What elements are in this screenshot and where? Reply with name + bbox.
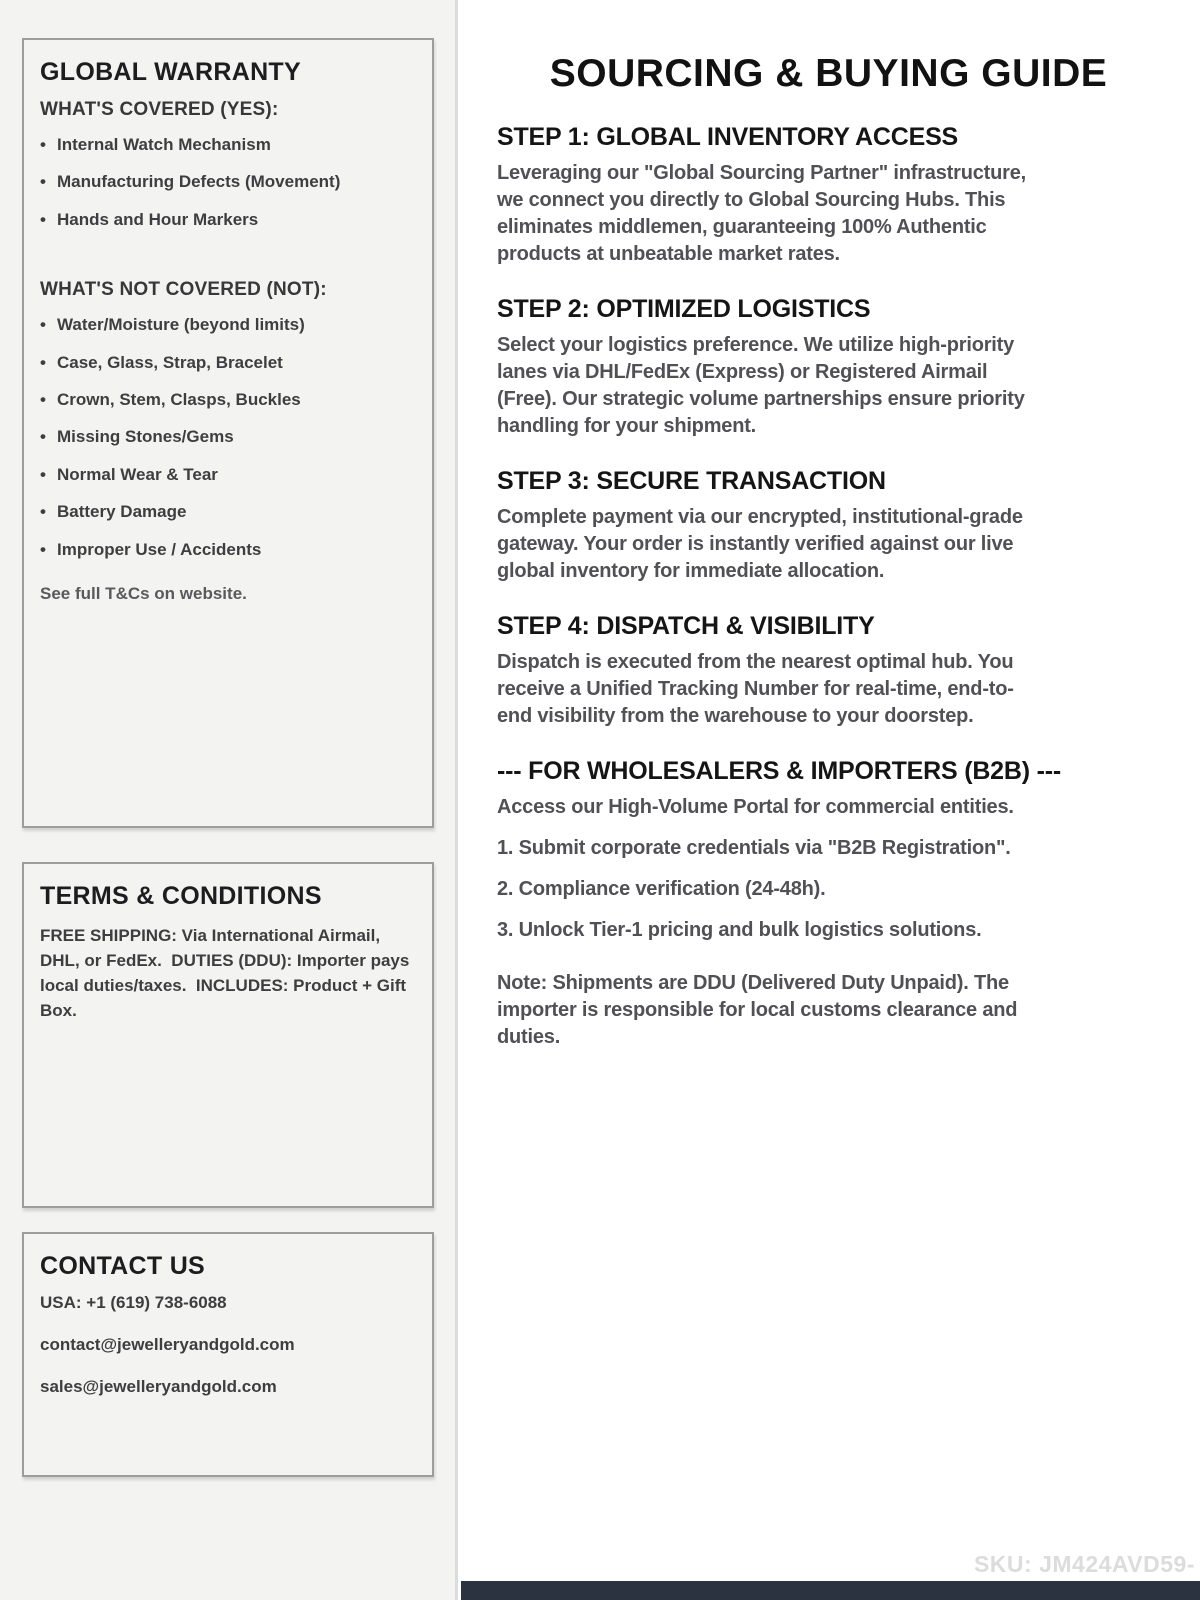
page-title: SOURCING & BUYING GUIDE xyxy=(549,52,1108,95)
contact-us-panel xyxy=(22,1232,434,1477)
sales-email: sales@jewelleryandgold.com xyxy=(40,1377,277,1396)
b2b-item-3: 3. Unlock Tier-1 pricing and bulk logistics solutions. xyxy=(497,919,982,941)
info-sidebar xyxy=(0,0,458,1600)
main-content xyxy=(461,0,1200,1051)
sourcing-guide-main xyxy=(461,0,1200,1600)
list-item: • Manufacturing Defects (Movement) xyxy=(40,172,416,192)
step-4-heading: STEP 4: DISPATCH & VISIBILITY xyxy=(497,612,875,640)
list-item: • Hands and Hour Markers xyxy=(40,210,416,230)
b2b-item-1: 1. Submit corporate credentials via "B2B Registration". xyxy=(497,837,1011,859)
step-2-heading: STEP 2: OPTIMIZED LOGISTICS xyxy=(497,295,871,323)
not-covered-list xyxy=(40,315,416,560)
list-item: • Normal Wear & Tear xyxy=(40,465,416,485)
list-item: • Water/Moisture (beyond limits) xyxy=(40,315,416,335)
covered-subtitle: WHAT'S COVERED (YES): xyxy=(40,99,279,120)
covered-list xyxy=(40,135,416,230)
step-3-heading: STEP 3: SECURE TRANSACTION xyxy=(497,467,886,495)
footer-bar xyxy=(461,1581,1200,1600)
step-1-section xyxy=(497,123,1160,268)
step-3-section xyxy=(497,467,1160,585)
step-1-heading: STEP 1: GLOBAL INVENTORY ACCESS xyxy=(497,123,959,151)
contact-title: CONTACT US xyxy=(40,1252,206,1280)
step-2-body: Select your logistics preference. We utilize high-priority lanes via DHL/FedEx (Express) or Registered Airmail (Free). Our strategic volume partnerships ensure priority handling for your shipment. xyxy=(497,334,1025,437)
step-2-section xyxy=(497,295,1160,440)
b2b-heading: --- FOR WHOLESALERS & IMPORTERS (B2B) --- xyxy=(497,757,1061,785)
step-1-body: Leveraging our "Global Sourcing Partner" infrastructure, we connect you directly to Global Sourcing Hubs. This eliminates middlemen, guaranteeing 100% Authentic products at unbeatable market rates. xyxy=(497,162,1026,265)
not-covered-subtitle: WHAT'S NOT COVERED (NOT): xyxy=(40,279,327,301)
list-item: • Crown, Stem, Clasps, Buckles xyxy=(40,390,416,410)
b2b-item-2: 2. Compliance verification (24-48h). xyxy=(497,878,826,900)
list-item: • Internal Watch Mechanism xyxy=(40,135,416,155)
step-3-body: Complete payment via our encrypted, institutional-grade gateway. Your order is instantly verified against our live global inventory for immediate allocation. xyxy=(497,506,1023,582)
global-warranty-panel xyxy=(22,38,434,828)
warranty-footnote: See full T&Cs on website. xyxy=(40,583,247,603)
step-4-body: Dispatch is executed from the nearest optimal hub. You receive a Unified Tracking Number for real-time, end-to-end visibility from the warehouse to your doorstep. xyxy=(497,651,1014,727)
contact-phone: USA: +1 (619) 738-6088 xyxy=(40,1293,227,1312)
sku-label: SKU: JM424AVD59- xyxy=(973,1551,1195,1577)
terms-conditions-panel xyxy=(22,862,434,1208)
list-item: • Case, Glass, Strap, Bracelet xyxy=(40,353,416,373)
list-item: • Improper Use / Accidents xyxy=(40,540,416,560)
b2b-note: Note: Shipments are DDU (Delivered Duty Unpaid). The importer is responsible for local customs clearance and duties. xyxy=(497,972,1018,1048)
list-item: • Battery Damage xyxy=(40,502,416,522)
step-4-section xyxy=(497,612,1160,730)
b2b-section xyxy=(497,757,1160,1051)
terms-title: TERMS & CONDITIONS xyxy=(40,882,322,910)
contact-email: contact@jewelleryandgold.com xyxy=(40,1335,295,1354)
spacer xyxy=(40,247,416,273)
list-item: • Missing Stones/Gems xyxy=(40,427,416,447)
warranty-title: GLOBAL WARRANTY xyxy=(40,58,301,86)
terms-body: FREE SHIPPING: Via International Airmail, DHL, or FedEx. DUTIES (DDU): Importer pays local duties/taxes. INCLUDES: Product + Gift Box. xyxy=(40,926,415,1020)
b2b-intro: Access our High-Volume Portal for commercial entities. xyxy=(497,796,1014,818)
